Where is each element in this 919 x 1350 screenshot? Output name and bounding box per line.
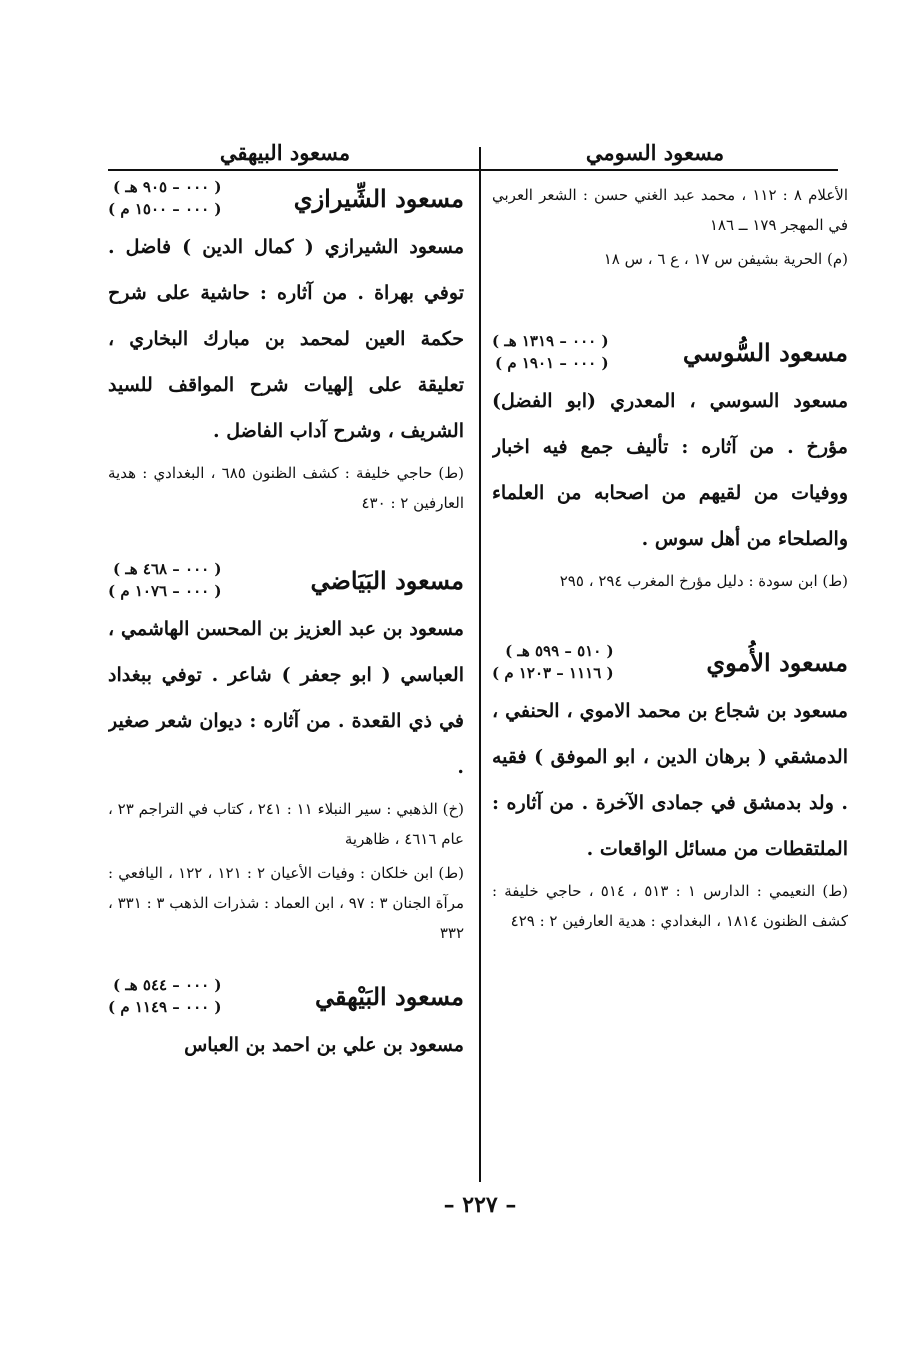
entry-body: مسعود السوسي ، المعدري (ابو الفضل) مؤرخ . من آثاره : تأليف جمع فيه اخبار ووفيات من لقيهم من اصحابه من العلماء والصلحاء من أهل سوس . <box>492 390 848 550</box>
entry-name: مسعود السُّوسي <box>682 337 848 367</box>
running-header-right: مسعود السومي <box>585 140 725 165</box>
entry-body: مسعود الشيرازي ( كمال الدين ) فاضل . توفي بهراة . من آثاره : حاشية على شرح حكمة العين لمحمد بن مبارك البخاري ، تعليقة على إلهيات شرح المواقف للسيد الشريف ، وشرح آداب الفاضل . <box>108 236 464 442</box>
reference-line: (م) الحرية بشيفن س ١٧ ، ع ٦ ، س ١٨ <box>603 250 848 268</box>
entry-dates <box>492 330 609 374</box>
biography-entry <box>492 640 848 936</box>
entry-heading <box>492 330 848 374</box>
header-rule <box>108 169 838 171</box>
biography-entry <box>108 176 464 518</box>
reference-line: (ط) ابن خلكان : وفيات الأعيان ٢ : ١٢١ ، ١٢٢ ، اليافعي : مرآة الجنان ٣ : ٩٧ ، ابن العماد : شذرات الذهب ٣ : ٣٣١ ، ٣٣٢ <box>108 864 464 942</box>
gregorian-dates: ( ٠٠٠ – ١٥٠٠ م ) <box>108 200 222 218</box>
entry-heading <box>108 176 464 220</box>
gregorian-dates: ( ١١١٦ – ١٢٠٣ م ) <box>492 664 614 682</box>
page-number: – ٢٢٧ – <box>443 1192 517 1218</box>
entry-body: مسعود بن علي بن احمد بن العباس <box>184 1034 464 1056</box>
right-column <box>492 176 848 1186</box>
entry-dates <box>108 974 222 1018</box>
hijri-dates: ( ٠٠٠ – ٥٤٤ هـ ) <box>113 976 222 994</box>
entry-name: مسعود الأُموي <box>706 647 848 677</box>
entry-dates <box>108 176 222 220</box>
left-column <box>108 176 464 1186</box>
gregorian-dates: ( ٠٠٠ – ١١٤٩ م ) <box>108 998 222 1016</box>
entry-heading <box>108 974 464 1018</box>
entry-heading <box>108 558 464 602</box>
entry-heading <box>492 640 848 684</box>
entry-name: مسعود البَيَاضي <box>310 565 464 595</box>
hijri-dates: ( ٠٠٠ – ٤٦٨ هـ ) <box>113 560 222 578</box>
entry-body: مسعود بن عبد العزيز بن المحسن الهاشمي ، العباسي ( ابو جعفر ) شاعر . توفي ببغداد في ذي القعدة . من آثاره : ديوان شعر صغير . <box>108 618 464 778</box>
entry-dates <box>492 640 614 684</box>
reference-line: الأعلام ٨ : ١١٢ ، محمد عبد الغني حسن : الشعر العربي في المهجر ١٧٩ ــ ١٨٦ <box>492 186 848 234</box>
entry-body: مسعود بن شجاع بن محمد الاموي ، الحنفي ، الدمشقي ( برهان الدين ، ابو الموفق ) فقيه . ولد بدمشق في جمادى الآخرة . من آثاره : الملتقطات من مسائل الواقعات . <box>492 700 848 860</box>
hijri-dates: ( ٠٠٠ – ١٣١٩ هـ ) <box>492 332 609 350</box>
column-divider <box>479 147 481 1182</box>
hijri-dates: ( ٠٠٠ – ٩٠٥ هـ ) <box>113 178 222 196</box>
entry-dates <box>108 558 222 602</box>
biography-entry <box>492 330 848 596</box>
biography-entry <box>108 558 464 948</box>
gregorian-dates: ( ٠٠٠ – ١٠٧٦ م ) <box>108 582 222 600</box>
running-header-left: مسعود البيهقي <box>219 140 351 165</box>
gregorian-dates: ( ٠٠٠ – ١٩٠١ م ) <box>495 354 609 372</box>
reference-line: (ط) حاجي خليفة : كشف الظنون ٦٨٥ ، البغدادي : هدية العارفين ٢ : ٤٣٠ <box>108 464 464 512</box>
reference-line: (خ) الذهبي : سير النبلاء ١١ : ٢٤١ ، كتاب في التراجم ٢٣ ، عام ٤٦١٦ ، ظاهرية <box>108 800 464 848</box>
entry-name: مسعود البَيْهقي <box>315 981 464 1011</box>
reference-line: (ط) ابن سودة : دليل مؤرخ المغرب ٢٩٤ ، ٢٩٥ <box>559 572 848 590</box>
reference-line: (ط) النعيمي : الدارس ١ : ٥١٣ ، ٥١٤ ، حاجي خليفة : كشف الظنون ١٨١٤ ، البغدادي : هدية العارفين ٢ : ٤٢٩ <box>492 882 848 930</box>
hijri-dates: ( ٥١٠ – ٥٩٩ هـ ) <box>505 642 614 660</box>
entry-name: مسعود الشِّيرازي <box>293 183 464 213</box>
biography-entry <box>108 974 464 1068</box>
continued-entry <box>492 180 848 274</box>
